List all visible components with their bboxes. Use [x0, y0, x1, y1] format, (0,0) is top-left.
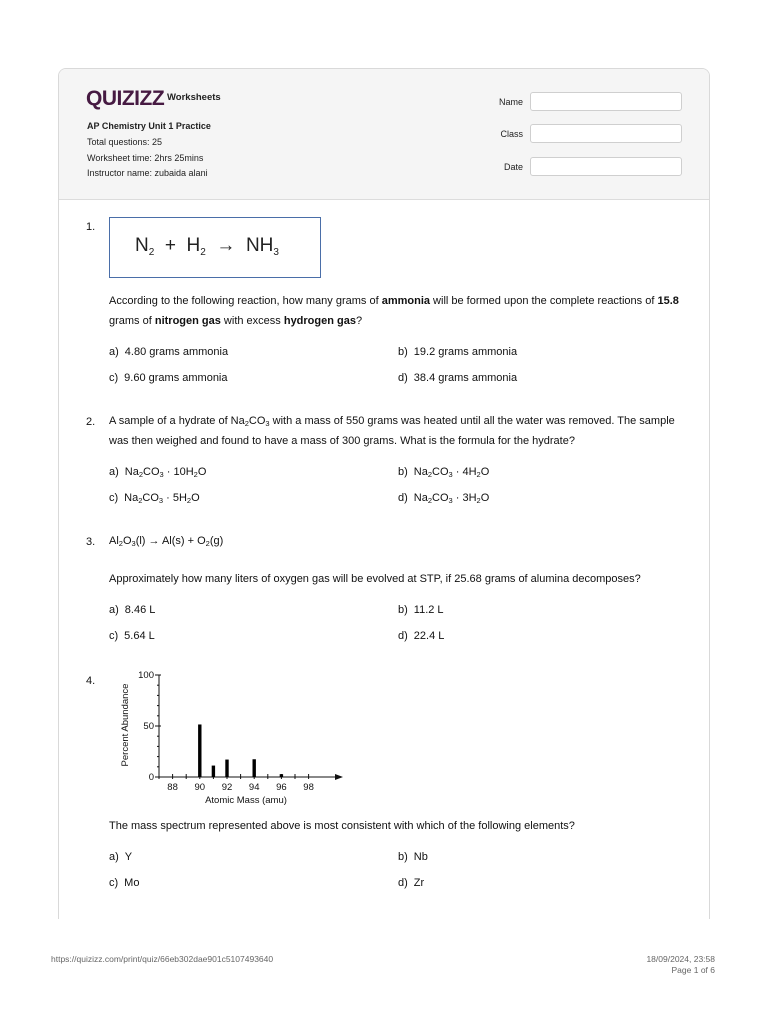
- worksheet-title: AP Chemistry Unit 1 Practice: [87, 121, 211, 131]
- q2-option-d[interactable]: d) $Na_2CO_3 \cdot 3H_2O$: [398, 492, 490, 505]
- reaction-equation-image: [109, 217, 321, 278]
- q3-option-a[interactable]: a) 8.46 L: [109, 604, 156, 616]
- question-2-text: A sample of a hydrate of $Na_2CO_3$ with a mass of 550 grams was heated until all the water was removed. The sample was then weighed and found to have a mass of 300 grams. What is the formula for the hydrate?: [109, 415, 675, 447]
- worksheet-header: [59, 69, 709, 200]
- x-tick-label: 98: [303, 782, 314, 793]
- question-1-number: 1.: [86, 221, 96, 233]
- question-1-text: According to the following reaction, how many grams of ammonia will be formed upon the complete reactions of 15.8 grams of nitrogen gas with excess hydrogen gas?: [109, 295, 679, 327]
- spectrum-bar: [212, 766, 215, 777]
- class-field[interactable]: [530, 124, 682, 143]
- q2-option-c[interactable]: c) $Na_2CO_3 \cdot 5H_2O$: [109, 492, 200, 505]
- x-tick-label: 90: [194, 782, 206, 793]
- date-label: Date: [503, 162, 523, 172]
- question-4-number: 4.: [86, 675, 96, 687]
- spectrum-bar: [253, 759, 256, 777]
- x-tick-label: 96: [276, 782, 287, 793]
- footer-url: https://quizizz.com/print/quiz/66eb302dae901c5107493640: [51, 954, 274, 964]
- question-3-reaction: $Al_2O_3(l) \to Al(s) + O_2(g)$: [109, 535, 224, 548]
- q1-option-c[interactable]: c) 9.60 grams ammonia: [109, 372, 228, 384]
- name-field[interactable]: [530, 92, 682, 111]
- question-2-number: 2.: [86, 416, 96, 428]
- y-tick-label: 50: [143, 721, 154, 732]
- q3-option-d[interactable]: d) 22.4 L: [398, 630, 445, 642]
- reaction-equation: $N_2 + H_2 \to NH_3$: [135, 235, 279, 258]
- footer-page: Page 1 of 6: [671, 965, 715, 975]
- q2-option-b[interactable]: b) $Na_2CO_3 \cdot 4H_2O$: [398, 466, 490, 479]
- x-tick-label: 94: [248, 782, 260, 793]
- q4-option-d[interactable]: d) Zr: [398, 877, 425, 889]
- y-tick-label: 0: [148, 772, 154, 783]
- x-tick-label: 88: [167, 782, 178, 793]
- spectrum-bar: [198, 724, 201, 777]
- q1-option-b[interactable]: b) 19.2 grams ammonia: [398, 346, 518, 358]
- question-4-text: The mass spectrum represented above is most consistent with which of the following elements?: [109, 820, 575, 832]
- spectrum-bar: [280, 774, 283, 777]
- x-axis-arrow: [335, 774, 343, 780]
- quizizz-logo: QUIZIZZ: [86, 87, 165, 110]
- logo-subtitle: Worksheets: [167, 92, 221, 103]
- q2-option-a[interactable]: a) $Na_2CO_3 \cdot 10H_2O$: [109, 466, 207, 479]
- q1-option-a[interactable]: a) 4.80 grams ammonia: [109, 346, 229, 358]
- q4-option-a[interactable]: a) Y: [109, 851, 133, 863]
- name-label: Name: [498, 97, 523, 107]
- mass-spectrum-chart: [104, 667, 344, 812]
- spectrum-bar: [225, 760, 228, 777]
- q4-option-c[interactable]: c) Mo: [109, 877, 140, 889]
- y-tick-label: 100: [138, 670, 154, 681]
- x-axis-label: Atomic Mass (amu): [205, 795, 287, 806]
- instructor-name: Instructor name: zubaida alani: [87, 168, 208, 178]
- class-label: Class: [500, 129, 523, 139]
- date-field[interactable]: [530, 157, 682, 176]
- question-3-text: Approximately how many liters of oxygen gas will be evolved at STP, if 25.68 grams of alumina decomposes?: [109, 573, 641, 585]
- q4-option-b[interactable]: b) Nb: [398, 851, 428, 863]
- q3-option-c[interactable]: c) 5.64 L: [109, 630, 155, 642]
- total-questions: Total questions: 25: [87, 137, 163, 147]
- q3-option-b[interactable]: b) 11.2 L: [398, 604, 444, 616]
- y-axis-label: Percent Abundance: [120, 683, 131, 767]
- worksheet-time: Worksheet time: 2hrs 25mins: [87, 153, 204, 163]
- question-3-number: 3.: [86, 536, 96, 548]
- q1-option-d[interactable]: d) 38.4 grams ammonia: [398, 372, 518, 384]
- worksheet: [58, 68, 710, 919]
- x-tick-label: 92: [221, 782, 233, 793]
- footer-datetime: 18/09/2024, 23:58: [646, 954, 715, 964]
